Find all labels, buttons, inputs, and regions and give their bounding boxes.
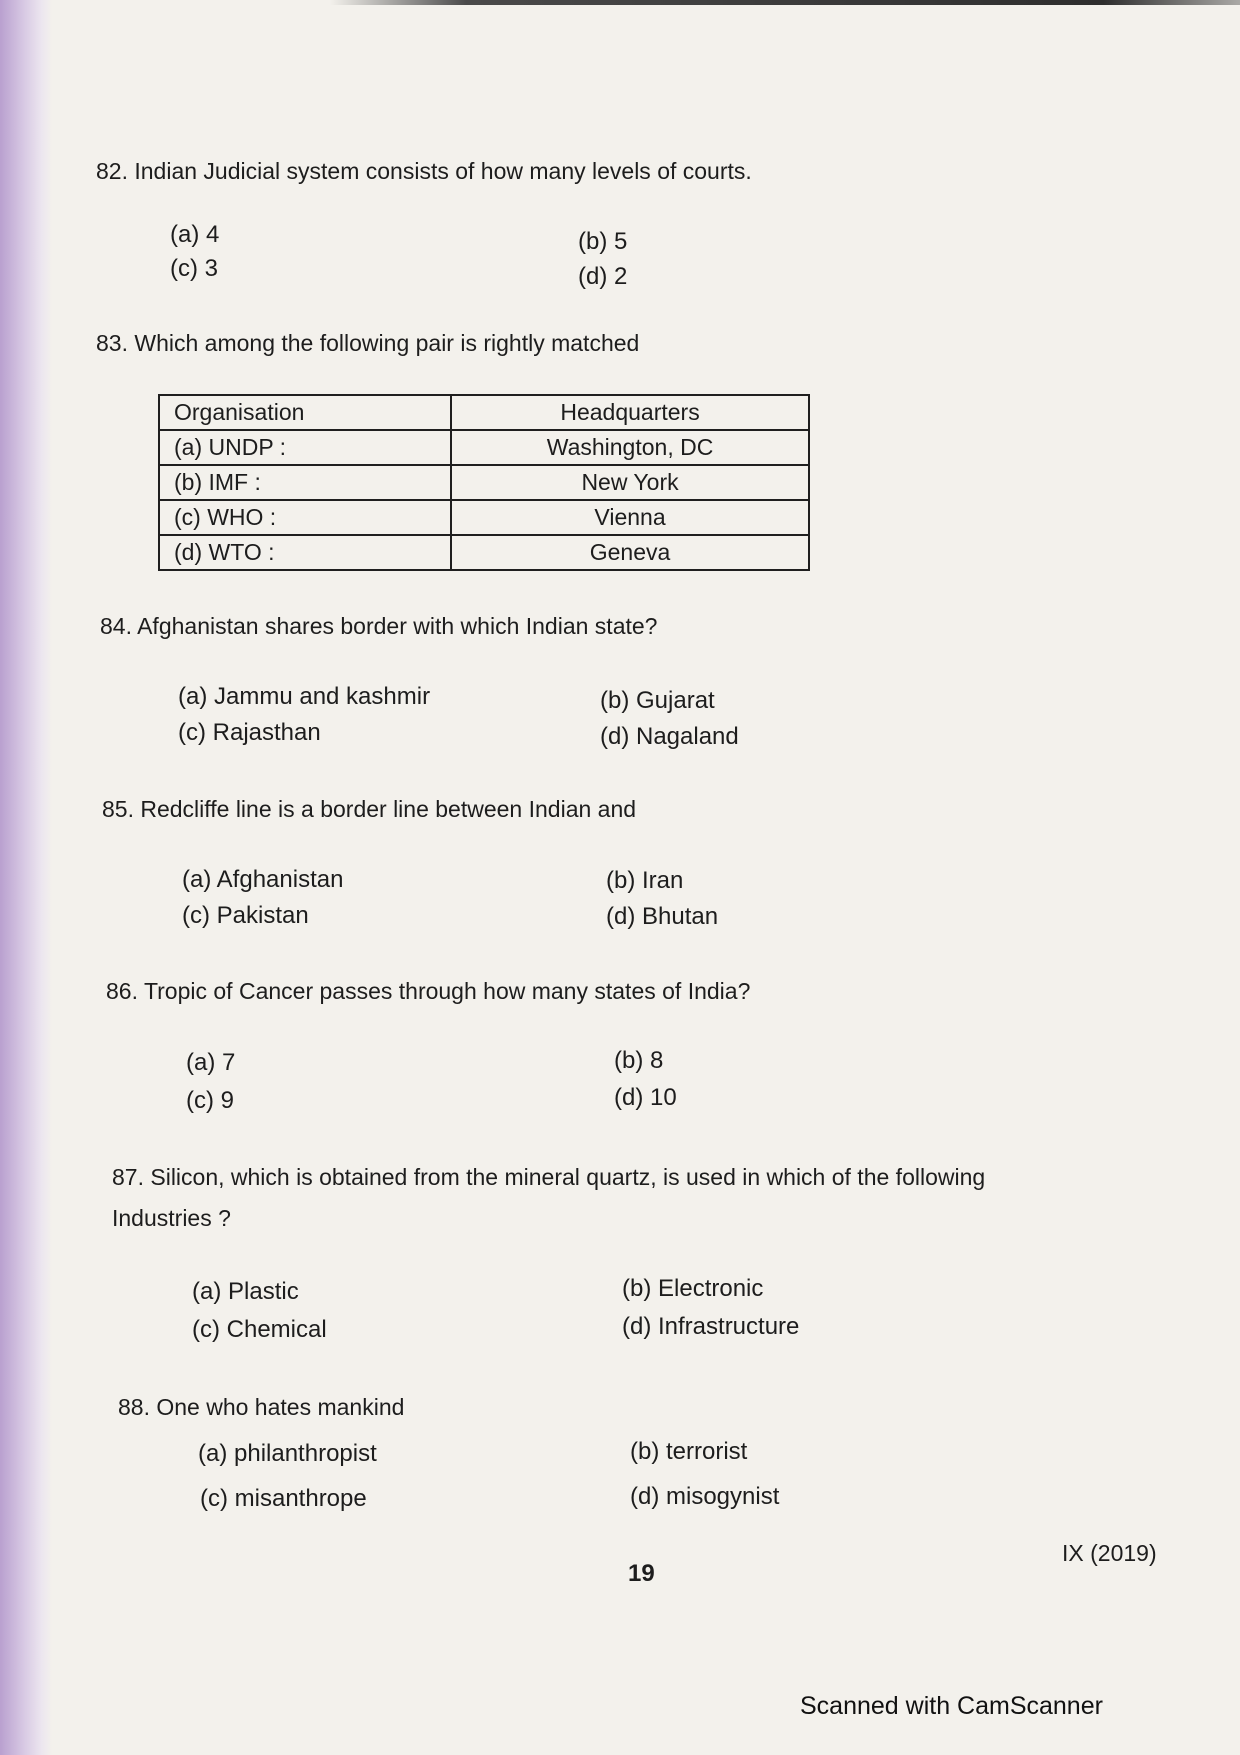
- table-cell-organisation: (a) UNDP :: [159, 430, 451, 465]
- question-84-option-b: (b) Gujarat: [600, 687, 715, 714]
- question-86-option-d: (d) 10: [614, 1084, 677, 1111]
- question-87-option-b: (b) Electronic: [622, 1275, 764, 1302]
- paper-code: IX (2019): [1062, 1540, 1157, 1566]
- question-88-option-b: (b) terrorist: [630, 1438, 748, 1465]
- question-82-option-c: (c) 3: [170, 255, 218, 282]
- table-header-headquarters: Headquarters: [451, 395, 809, 430]
- question-84-option-d: (d) Nagaland: [600, 723, 739, 750]
- question-85-option-c: (c) Pakistan: [182, 902, 309, 929]
- table-row: [159, 500, 809, 535]
- question-84-option-a: (a) Jammu and kashmir: [178, 683, 431, 710]
- question-82-stem: 82. Indian Judicial system consists of how many levels of courts.: [96, 158, 752, 184]
- camscanner-watermark: Scanned with CamScanner: [800, 1692, 1103, 1720]
- question-87-stem-line1: 87. Silicon, which is obtained from the mineral quartz, is used in which of the following: [112, 1164, 986, 1190]
- question-83-stem: 83. Which among the following pair is rightly matched: [96, 330, 640, 356]
- question-88-option-c: (c) misanthrope: [200, 1485, 367, 1512]
- question-84-stem: 84. Afghanistan shares border with which Indian state?: [100, 613, 658, 639]
- table-row: [159, 430, 809, 465]
- question-85-option-b: (b) Iran: [606, 867, 684, 894]
- question-87-option-d: (d) Infrastructure: [622, 1313, 800, 1340]
- table-cell-headquarters: Geneva: [451, 535, 809, 570]
- table-cell-organisation: (d) WTO :: [159, 535, 451, 570]
- question-82-option-b: (b) 5: [578, 228, 628, 255]
- page-number: 19: [628, 1560, 655, 1587]
- page-edge-shadow: [0, 0, 52, 1755]
- question-85-option-d: (d) Bhutan: [606, 903, 719, 930]
- question-88-stem: 88. One who hates mankind: [118, 1394, 405, 1420]
- question-86-option-b: (b) 8: [614, 1047, 664, 1074]
- question-86-option-c: (c) 9: [186, 1087, 234, 1114]
- question-82-option-a: (a) 4: [170, 221, 220, 248]
- top-scan-edge: [330, 0, 1240, 5]
- question-87-option-a: (a) Plastic: [192, 1278, 299, 1305]
- question-84-option-c: (c) Rajasthan: [178, 719, 321, 746]
- question-86-stem: 86. Tropic of Cancer passes through how many states of India?: [106, 978, 751, 1004]
- organisation-table: [158, 394, 810, 571]
- question-85-stem: 85. Redcliffe line is a border line between Indian and: [102, 796, 637, 822]
- question-86-option-a: (a) 7: [186, 1049, 236, 1076]
- table-cell-headquarters: Washington, DC: [451, 430, 809, 465]
- table-row: [159, 535, 809, 570]
- question-87-stem-line2: Industries ?: [112, 1205, 231, 1231]
- table-row: [159, 465, 809, 500]
- question-87-option-c: (c) Chemical: [192, 1316, 327, 1343]
- table-header-row: [159, 395, 809, 430]
- table-cell-organisation: (c) WHO :: [159, 500, 451, 535]
- question-88-option-a: (a) philanthropist: [198, 1440, 377, 1467]
- table-cell-headquarters: Vienna: [451, 500, 809, 535]
- table-header-organisation: Organisation: [159, 395, 451, 430]
- table-cell-organisation: (b) IMF :: [159, 465, 451, 500]
- table-cell-headquarters: New York: [451, 465, 809, 500]
- question-88-option-d: (d) misogynist: [630, 1483, 780, 1510]
- question-82-option-d: (d) 2: [578, 263, 628, 290]
- question-85-option-a: (a) Afghanistan: [182, 866, 344, 893]
